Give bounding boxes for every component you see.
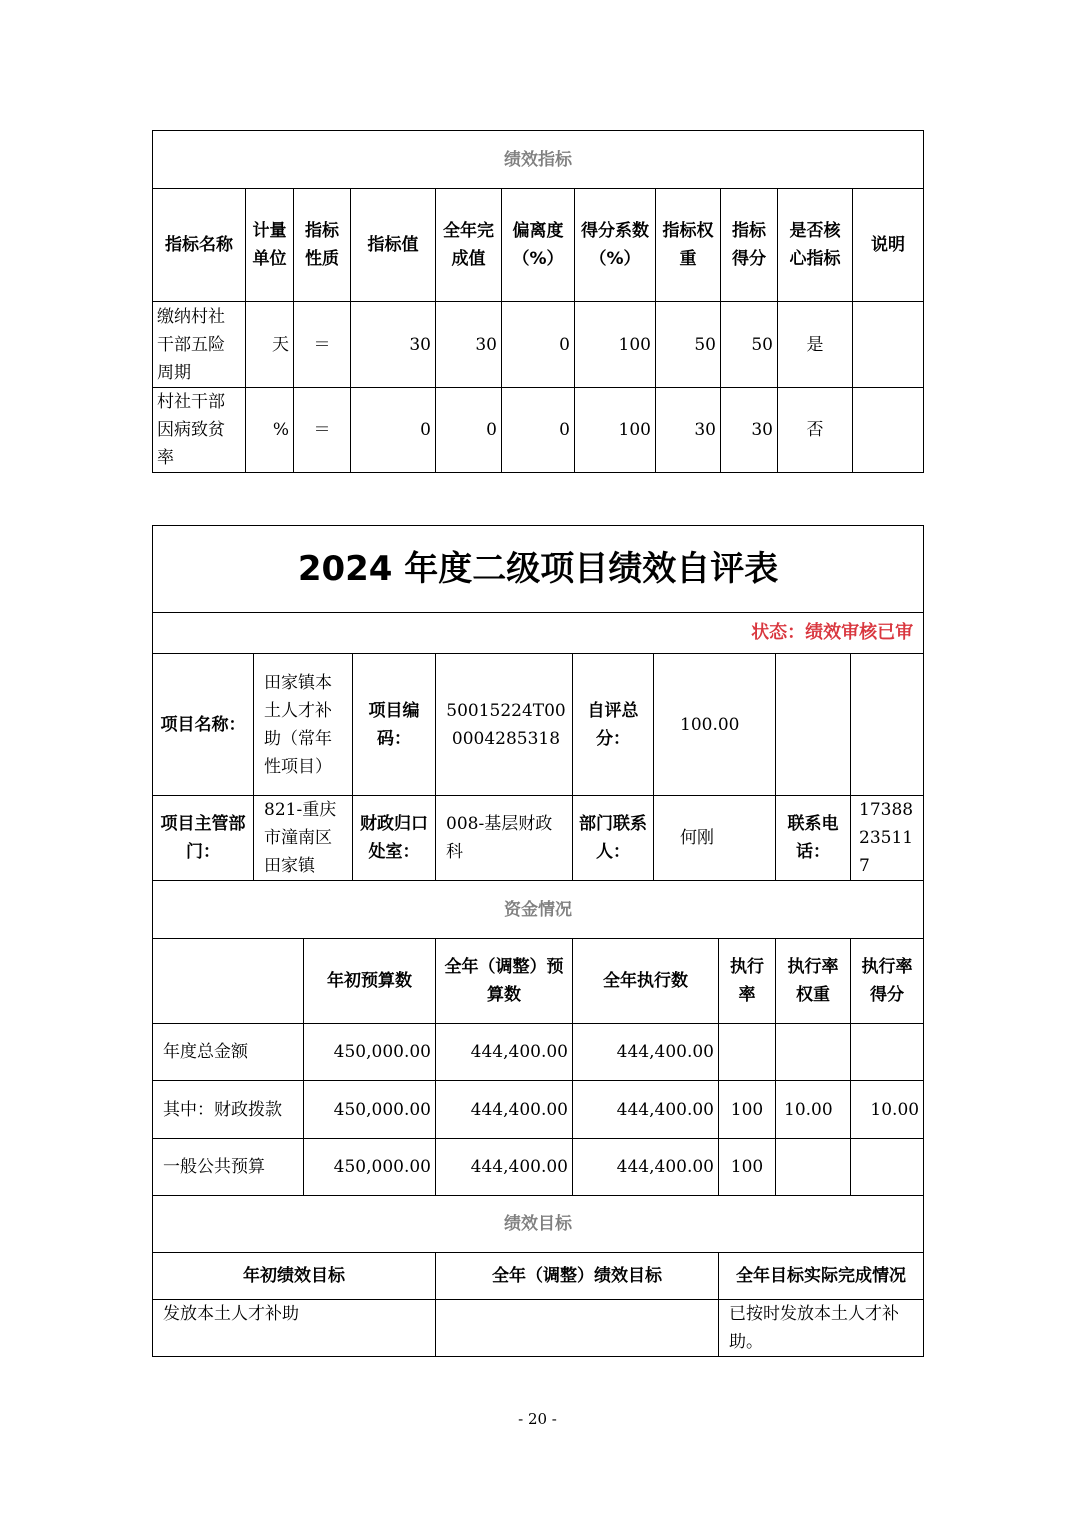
cell-rate: 100 bbox=[719, 1081, 776, 1139]
header-initial-goal: 年初绩效目标 bbox=[153, 1253, 436, 1300]
cell-actual: 0 bbox=[436, 388, 502, 473]
cell-deviation: 0 bbox=[502, 388, 575, 473]
header-adjusted-budget: 全年（调整）预算数 bbox=[436, 939, 573, 1024]
finance-label: 财政归口处室： bbox=[353, 796, 436, 881]
cell-executed: 444,400.00 bbox=[573, 1024, 719, 1081]
header-indicator-value: 指标值 bbox=[351, 189, 436, 302]
table-row bbox=[153, 388, 924, 473]
goals-section-title: 绩效目标 bbox=[153, 1196, 924, 1253]
header-weight: 指标权重 bbox=[656, 189, 721, 302]
header-initial-budget: 年初预算数 bbox=[304, 939, 436, 1024]
status-badge: 状态：绩效审核已审 bbox=[153, 613, 924, 654]
cell-note bbox=[853, 302, 924, 388]
dept-label: 项目主管部门： bbox=[153, 796, 254, 881]
cell-initial: 450,000.00 bbox=[304, 1081, 436, 1139]
cell-note bbox=[853, 388, 924, 473]
cell-adjusted-goal bbox=[436, 1300, 719, 1357]
header-exec-rate: 执行率 bbox=[719, 939, 776, 1024]
header-actual-completion: 全年目标实际完成情况 bbox=[719, 1253, 924, 1300]
form-title: 2024 年度二级项目绩效自评表 bbox=[153, 526, 924, 613]
performance-indicator-table bbox=[152, 130, 924, 473]
contact-value: 何刚 bbox=[654, 796, 776, 881]
header-deviation: 偏离度（%） bbox=[502, 189, 575, 302]
cell-core: 否 bbox=[778, 388, 853, 473]
cell-rate bbox=[719, 1024, 776, 1081]
score-label: 自评总分： bbox=[573, 654, 654, 796]
table-row bbox=[153, 1081, 924, 1139]
phone-value: 17388235117 bbox=[851, 796, 924, 881]
funds-section-title: 资金情况 bbox=[153, 881, 924, 939]
header-score: 指标得分 bbox=[721, 189, 778, 302]
empty-cell bbox=[153, 939, 304, 1024]
cell-name: 缴纳村社干部五险周期 bbox=[153, 302, 246, 388]
cell-initial: 450,000.00 bbox=[304, 1024, 436, 1081]
cell-unit: 天 bbox=[246, 302, 294, 388]
cell-score bbox=[851, 1024, 924, 1081]
cell-weight: 10.00 bbox=[776, 1081, 851, 1139]
cell-fund-item: 一般公共预算 bbox=[153, 1139, 304, 1196]
table-row bbox=[153, 302, 924, 388]
section-title: 绩效指标 bbox=[153, 131, 924, 189]
table-row bbox=[153, 1300, 924, 1357]
header-core: 是否核心指标 bbox=[778, 189, 853, 302]
project-code-label: 项目编码： bbox=[353, 654, 436, 796]
cell-actual: 30 bbox=[436, 302, 502, 388]
cell-executed: 444,400.00 bbox=[573, 1139, 719, 1196]
cell-core: 是 bbox=[778, 302, 853, 388]
cell-initial-goal: 发放本土人才补助 bbox=[153, 1300, 436, 1357]
header-exec-weight: 执行率权重 bbox=[776, 939, 851, 1024]
cell-executed: 444,400.00 bbox=[573, 1081, 719, 1139]
header-nature: 指标性质 bbox=[294, 189, 351, 302]
cell-actual-completion: 已按时发放本土人才补助。 bbox=[719, 1300, 924, 1357]
dept-value: 821-重庆市潼南区田家镇 bbox=[254, 796, 353, 881]
project-name-label: 项目名称： bbox=[153, 654, 254, 796]
contact-label: 部门联系人： bbox=[573, 796, 654, 881]
cell-score: 10.00 bbox=[851, 1081, 924, 1139]
cell-score: 30 bbox=[721, 388, 778, 473]
cell-initial: 450,000.00 bbox=[304, 1139, 436, 1196]
cell-coefficient: 100 bbox=[575, 388, 656, 473]
cell-adjusted: 444,400.00 bbox=[436, 1024, 573, 1081]
cell-adjusted: 444,400.00 bbox=[436, 1139, 573, 1196]
page-number: - 20 - bbox=[518, 1410, 557, 1428]
cell-fund-item: 年度总金额 bbox=[153, 1024, 304, 1081]
project-code: 50015224T000004285318 bbox=[436, 654, 573, 796]
header-indicator-name: 指标名称 bbox=[153, 189, 246, 302]
header-executed: 全年执行数 bbox=[573, 939, 719, 1024]
cell-score bbox=[851, 1139, 924, 1196]
cell-name: 村社干部因病致贫率 bbox=[153, 388, 246, 473]
cell-rate: 100 bbox=[719, 1139, 776, 1196]
cell-weight bbox=[776, 1024, 851, 1081]
header-adjusted-goal: 全年（调整）绩效目标 bbox=[436, 1253, 719, 1300]
cell-score: 50 bbox=[721, 302, 778, 388]
cell-fund-item: 其中：财政拨款 bbox=[153, 1081, 304, 1139]
empty-cell bbox=[851, 654, 924, 796]
cell-coefficient: 100 bbox=[575, 302, 656, 388]
header-unit: 计量单位 bbox=[246, 189, 294, 302]
cell-nature: ＝ bbox=[294, 302, 351, 388]
cell-unit: % bbox=[246, 388, 294, 473]
self-evaluation-table bbox=[152, 525, 924, 1357]
cell-weight: 50 bbox=[656, 302, 721, 388]
project-name: 田家镇本土人才补助（常年性项目） bbox=[254, 654, 353, 796]
cell-value: 0 bbox=[351, 388, 436, 473]
finance-value: 008-基层财政科 bbox=[436, 796, 573, 881]
cell-adjusted: 444,400.00 bbox=[436, 1081, 573, 1139]
cell-weight: 30 bbox=[656, 388, 721, 473]
cell-weight bbox=[776, 1139, 851, 1196]
cell-nature: ＝ bbox=[294, 388, 351, 473]
header-exec-score: 执行率得分 bbox=[851, 939, 924, 1024]
header-note: 说明 bbox=[853, 189, 924, 302]
empty-cell bbox=[776, 654, 851, 796]
cell-value: 30 bbox=[351, 302, 436, 388]
header-coefficient: 得分系数（%） bbox=[575, 189, 656, 302]
header-actual-value: 全年完成值 bbox=[436, 189, 502, 302]
cell-deviation: 0 bbox=[502, 302, 575, 388]
score-value: 100.00 bbox=[654, 654, 776, 796]
phone-label: 联系电话： bbox=[776, 796, 851, 881]
table-row bbox=[153, 1139, 924, 1196]
table-row bbox=[153, 1024, 924, 1081]
